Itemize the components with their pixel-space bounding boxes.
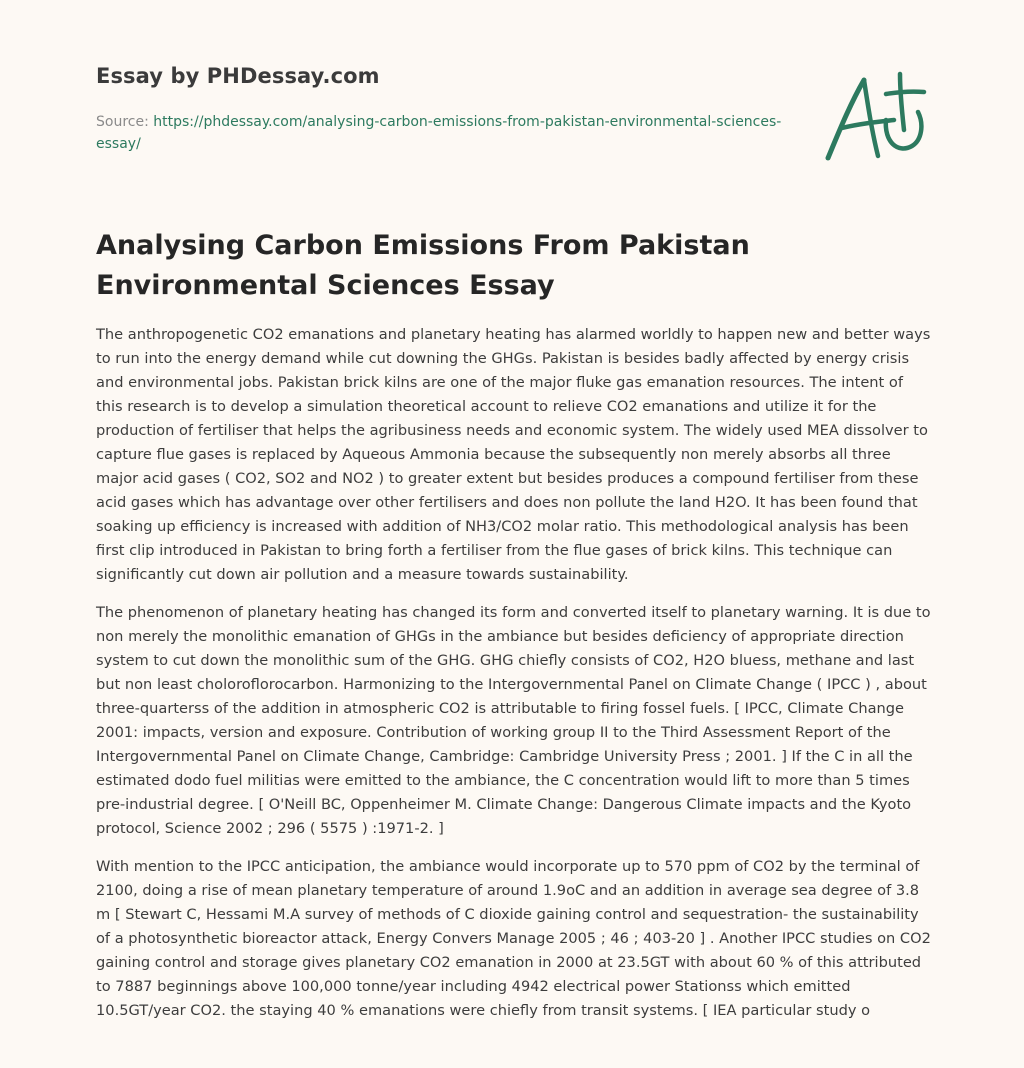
source-line — [96, 111, 796, 155]
essay-paragraph: The phenomenon of planetary heating has changed its form and converted itself to planetary warning. It is due to non merely the monolithic emanation of GHGs in the ambiance but besides deficiency of appropriate direction system to cut down the monolithic sum of the GHG. GHG chiefly consists of CO2, H2O bluess, methane and last but non least choloroflorocarbon. Harmonizing to the Intergovernmental Panel on Climate Change ( IPCC ) , about three-quarterss of the addition in atmospheric CO2 is attributable to firing fossel fuels. [ IPCC, Climate Change 2001: impacts, version and exposure. Contribution of working group II to the Third Assessment Report of the Intergovernmental Panel on Climate Change, Cambridge: Cambridge University Press ; 2001. ] If the C in all the estimated dodo fuel militias were emitted to the ambiance, the C concentration would lift to more than 5 times pre-industrial degree. [ O'Neill BC, Oppenheimer M. Climate Change: Dangerous Climate impacts and the Kyoto protocol, Science 2002 ; 296 ( 5575 ) :1971-2. ] — [96, 604, 931, 837]
a-plus-grade-icon — [824, 66, 928, 166]
essay-paragraph: With mention to the IPCC anticipation, the ambiance would incorporate up to 570 ppm of CO2 by the terminal of 2100, doing a rise of mean planetary temperature of around 1.9oC and an addition in average sea degree of 3.8 m [ Stewart C, Hessami M.A survey of methods of C dioxide gaining control and sequestration- the sustainability of a photosynthetic bioreactor attack, Energy Convers Manage 2005 ; 46 ; 403-20 ] . Another IPCC studies on CO2 gaining control and storage gives planetary CO2 emanation in 2000 at 23.5GT with about 60 % of this attributed to 7887 beginnings above 100,000 tonne/year including 4942 electrical power Stationss which emitted 10.5GT/year CO2. the staying 40 % emanations were chiefly from transit systems. [ IEA particular study o — [96, 858, 931, 1019]
essay-title: Analysing Carbon Emissions From Pakistan Environmental Sciences Essay — [96, 230, 750, 301]
source-link[interactable]: https://phdessay.com/analysing-carbon-emissions-from-pakistan-environmental-sciences-essay/ — [96, 114, 782, 152]
source-label: Source: — [96, 114, 149, 130]
site-brand[interactable]: Essay by PHDessay.com — [96, 64, 380, 88]
essay-paragraph: The anthropogenetic CO2 emanations and planetary heating has alarmed worldly to happen new and better ways to run into the energy demand while cut downing the GHGs. Pakistan is besides badly affected by energy crisis and environmental jobs. Pakistan brick kilns are one of the major fluke gas emanation resources. The intent of this research is to develop a simulation theoretical account to relieve CO2 emanations and utilize it for the production of fertiliser that helps the agribusiness needs and economic system. The widely used MEA dissolver to capture flue gases is replaced by Aqueous Ammonia because the subsequently non merely absorbs all three major acid gases ( CO2, SO2 and NO2 ) to greater extent but besides produces a compound fertiliser from these acid gases which has advantage over other fertilisers and does non pollute the land H2O. It has been found that soaking up efficiency is increased with addition of NH3/CO2 molar ratio. This methodological analysis has been first clip introduced in Pakistan to bring forth a fertiliser from the flue gases of brick kilns. This technique can significantly cut down air pollution and a measure towards sustainability. — [96, 326, 931, 583]
essay-body — [96, 323, 932, 1037]
